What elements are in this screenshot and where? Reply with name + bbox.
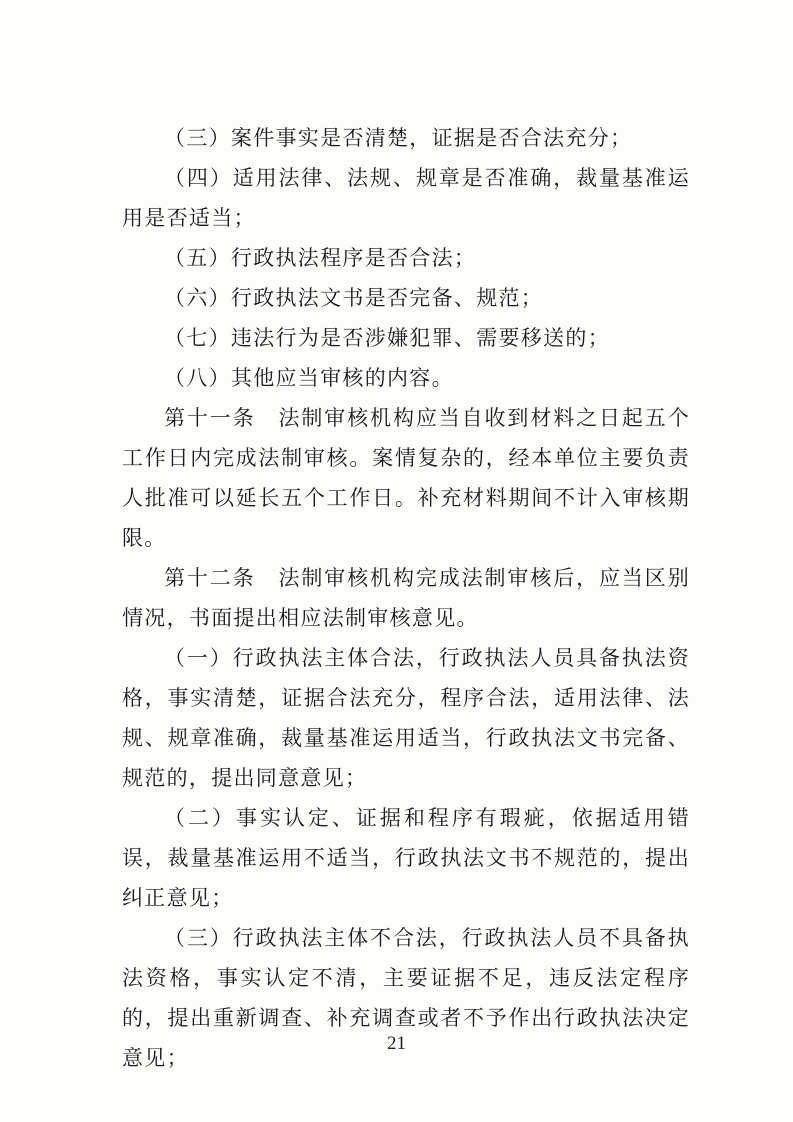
paragraph-item-3: （三）案件事实是否清楚，证据是否合法充分； — [164, 126, 633, 150]
article-12-item-1: （一）行政执法主体合法，行政执法人员具备执法资格，事实清楚，证据合法充分，程序合法，适用法律、法规、规章准确，裁量基准运用适当，行政执法文书完备、规范的，提出同意意见； — [122, 646, 690, 790]
article-11: 第十一条 法制审核机构应当自收到材料之日起五个工作日内完成法制审核。案情复杂的，经本单位主要负责人批准可以延长五个工作日。补充材料期间不计入审核期限。 — [122, 406, 690, 550]
paragraph-item-4: （四）适用法律、法规、规章是否准确，裁量基准运用是否适当； — [122, 166, 690, 230]
paragraph-item-5: （五）行政执法程序是否合法； — [164, 246, 477, 270]
paragraph-item-7: （七）违法行为是否涉嫌犯罪、需要移送的； — [164, 326, 610, 350]
page-number: 21 — [387, 1033, 406, 1054]
paragraph-item-6: （六）行政执法文书是否完备、规范； — [164, 286, 544, 310]
article-12-item-3: （三）行政执法主体不合法，行政执法人员不具备执法资格，事实认定不清，主要证据不足，违反法定程序的，提出重新调查、补充调查或者不予作出行政执法决定意见； — [122, 926, 690, 1070]
document-body — [122, 118, 690, 1078]
article-12-item-2: （二）事实认定、证据和程序有瑕疵，依据适用错误，裁量基准运用不适当，行政执法文书不规范的，提出纠正意见； — [122, 806, 690, 910]
paragraph-item-8: （八）其他应当审核的内容。 — [164, 366, 454, 390]
article-12: 第十二条 法制审核机构完成法制审核后，应当区别情况，书面提出相应法制审核意见。 — [122, 566, 690, 630]
